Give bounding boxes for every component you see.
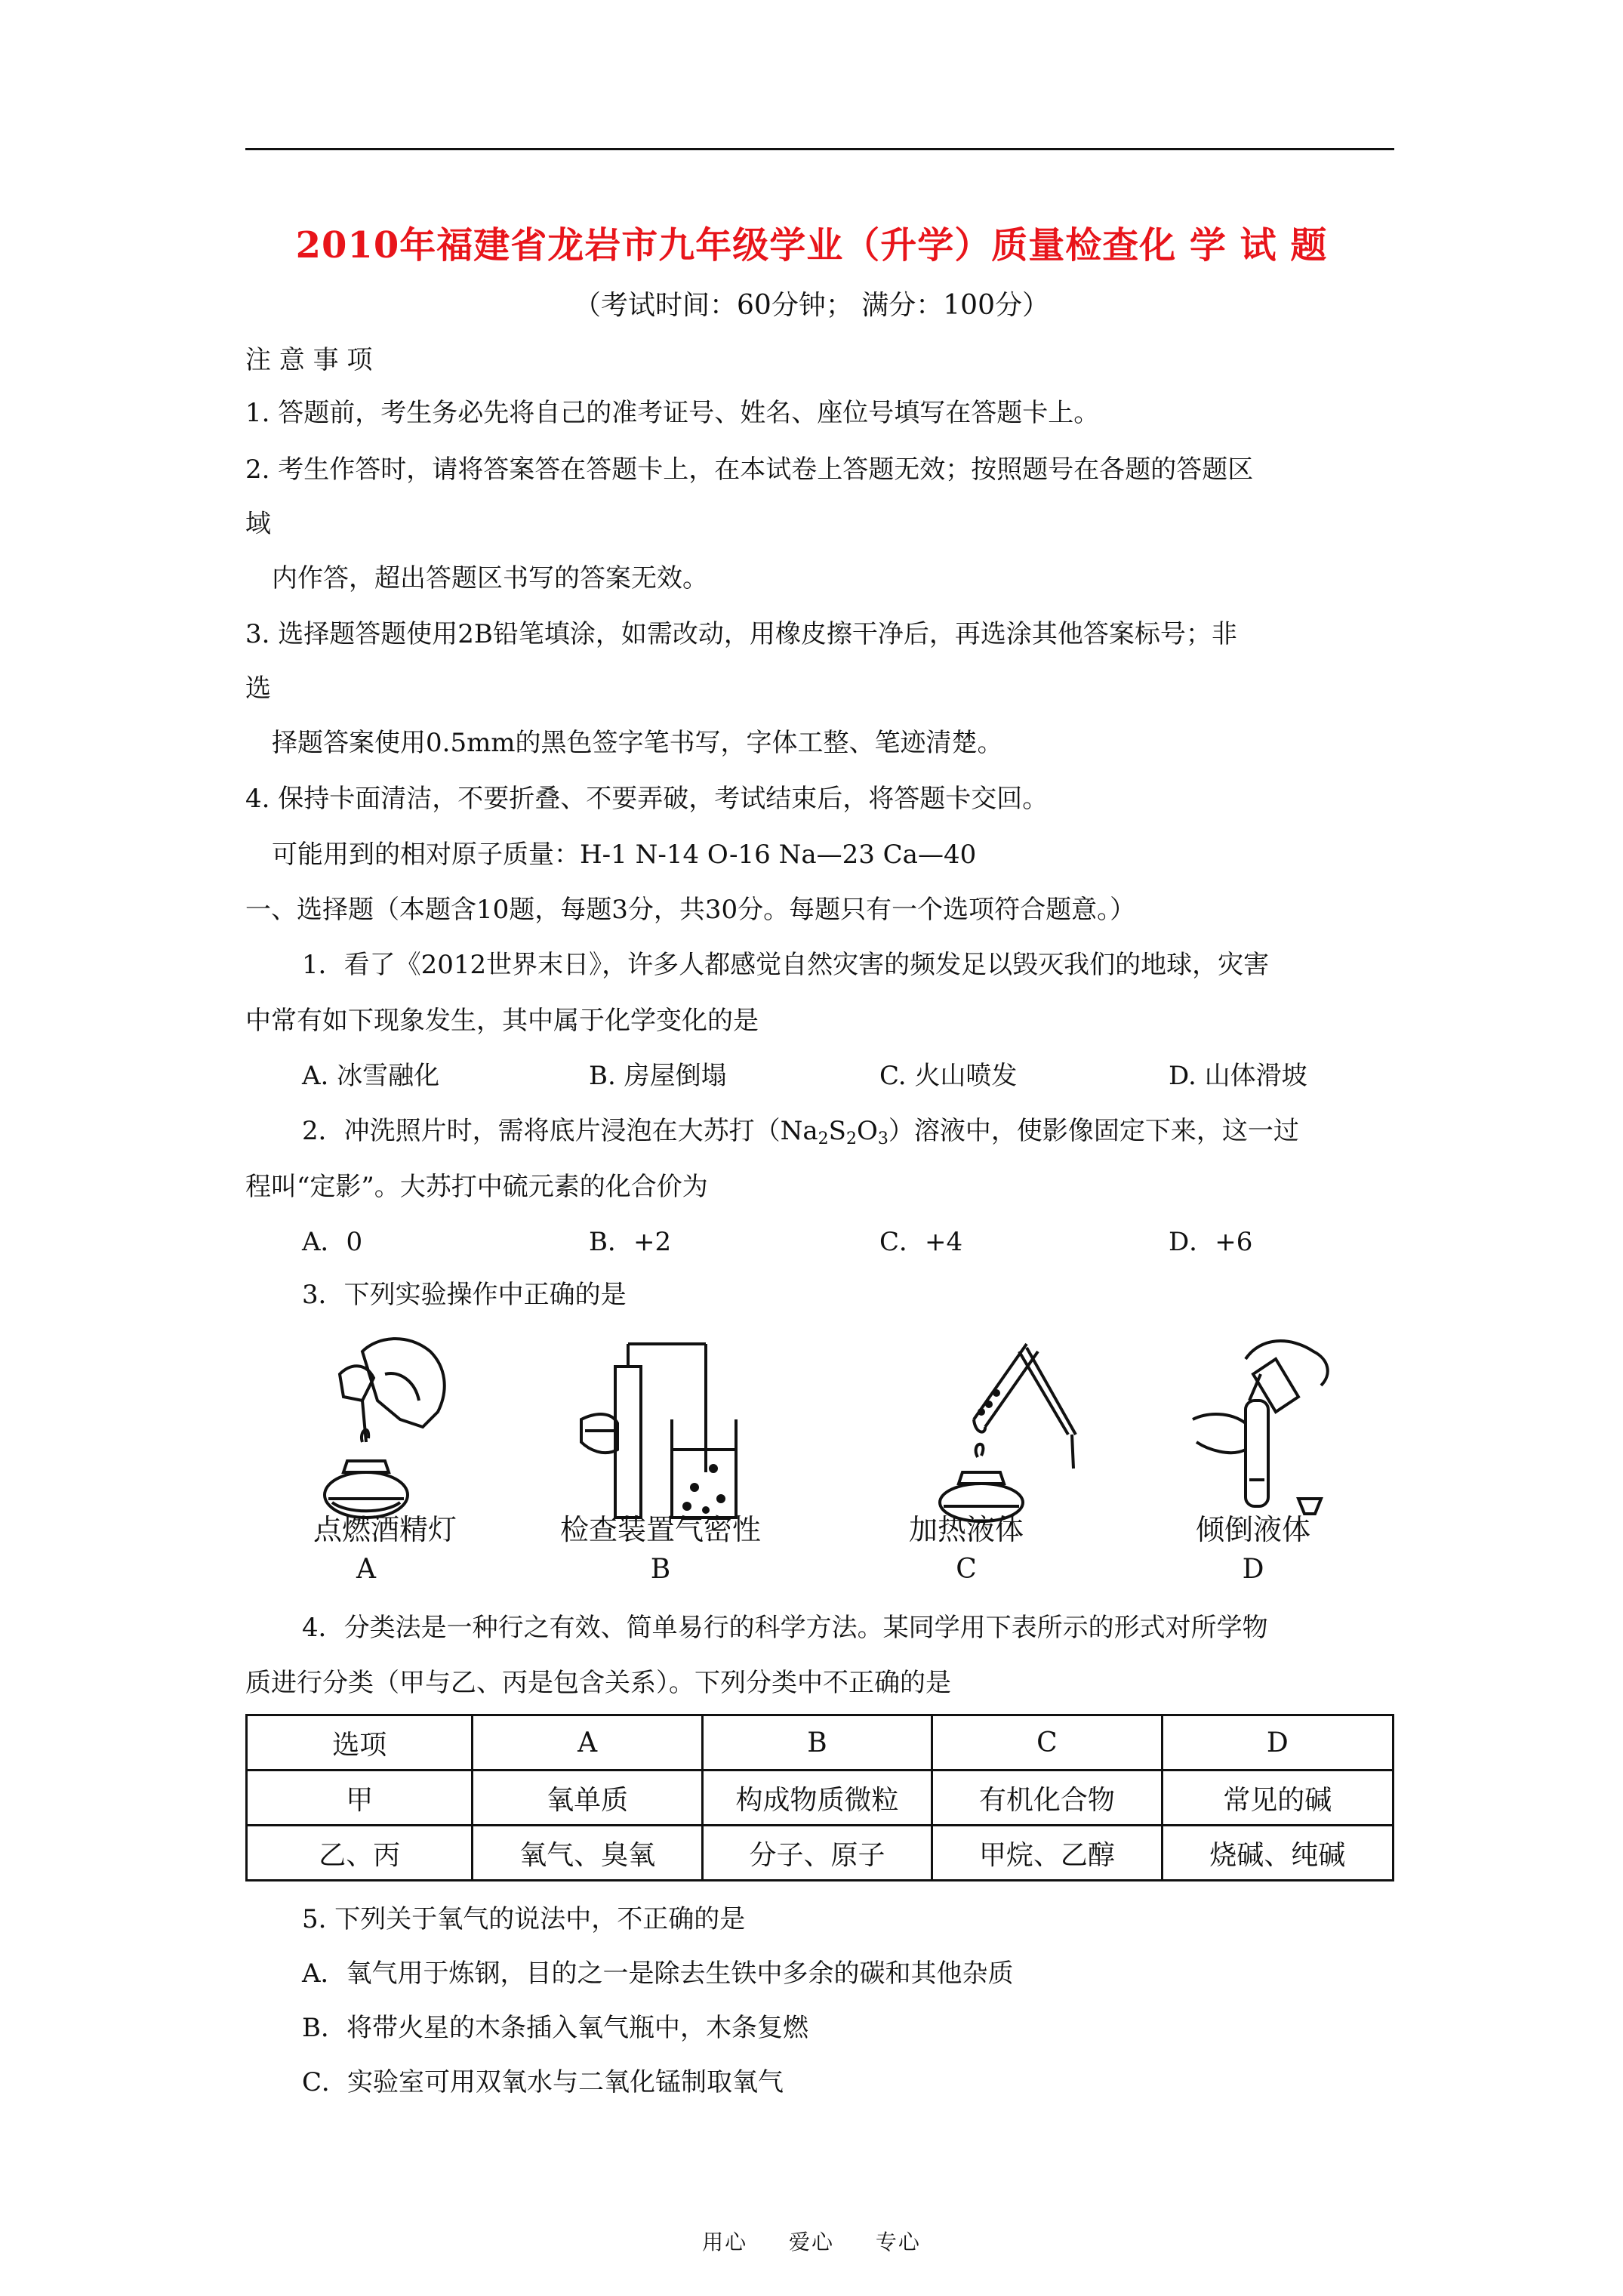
table-cell: 氧单质: [473, 1771, 702, 1826]
question-2-line: [302, 1114, 1299, 1148]
q2-option-c: C．+4: [879, 1227, 963, 1257]
notice-line: 4. 保持卡面清洁，不要折叠、不要弄破，考试结束后，将答题卡交回。: [245, 784, 1049, 814]
q2-option-a: A．0: [302, 1227, 363, 1257]
figure-a-alcohol-lamp: [317, 1329, 468, 1525]
table-cell: 乙、丙: [247, 1826, 473, 1881]
q5-option-b: B．将带火星的木条插入氧气瓶中，木条复燃: [302, 2013, 808, 2043]
table-cell: 甲烷、乙醇: [932, 1826, 1162, 1881]
figure-b-airtightness: [574, 1336, 740, 1525]
question-3-line: 3．下列实验操作中正确的是: [302, 1280, 627, 1310]
q1-option-b: B. 房屋倒塌: [589, 1061, 727, 1091]
table-cell: 氧气、臭氧: [473, 1826, 702, 1881]
question-1-line: 1．看了《2012世界末日》，许多人都感觉自然灾害的频发足以毁灭我们的地球，灾害: [302, 950, 1270, 980]
q2-element: O: [856, 1116, 878, 1146]
table-cell: D: [1162, 1715, 1393, 1771]
figure-a-caption: 点燃酒精灯: [313, 1513, 457, 1546]
table-cell: 常见的碱: [1162, 1771, 1393, 1826]
q2-sub: 3: [877, 1130, 888, 1148]
q5-option-a: A．氧气用于炼钢，目的之一是除去生铁中多余的碳和其他杂质: [302, 1959, 1014, 1989]
exam-title: 2010年福建省龙岩市九年级学业（升学）质量检查化 学 试 题: [295, 224, 1328, 267]
exam-subtitle: （考试时间：60分钟； 满分：100分）: [574, 290, 1049, 321]
notice-line: 1. 答题前，考生务必先将自己的准考证号、姓名、座位号填写在答题卡上。: [245, 398, 1100, 428]
table-cell: 甲: [247, 1771, 473, 1826]
page-footer: [0, 2226, 1623, 2256]
question-4-line: 4．分类法是一种行之有效、简单易行的科学方法。某同学用下表所示的形式对所学物: [302, 1613, 1268, 1643]
table-cell: 烧碱、纯碱: [1162, 1826, 1393, 1881]
table-row: [247, 1771, 1394, 1826]
notice-line: 域: [245, 509, 271, 539]
table-cell: 构成物质微粒: [702, 1771, 932, 1826]
question-2-line: 程叫“定影”。大苏打中硫元素的化合价为: [245, 1172, 708, 1202]
table-cell: 分子、原子: [702, 1826, 932, 1881]
figure-d-caption: 倾倒液体: [1195, 1513, 1310, 1546]
notice-heading: 注 意 事 项: [245, 345, 373, 375]
table-cell: C: [932, 1715, 1162, 1771]
figure-d-pouring-liquid: [1185, 1329, 1336, 1525]
figure-c-letter: C: [956, 1554, 977, 1585]
notice-line: 2. 考生作答时，请将答案答在答题卡上，在本试卷上答题无效；按照题号在各题的答题区: [245, 455, 1254, 485]
figure-a-letter: A: [356, 1554, 376, 1585]
figure-c-heating-liquid: [929, 1329, 1079, 1525]
q2-element: S: [828, 1116, 846, 1146]
section-heading: 一、选择题（本题含10题，每题3分，共30分。每题只有一个选项符合题意。）: [245, 895, 1136, 925]
atomic-mass-line: 可能用到的相对原子质量：H-1 N-14 O-16 Na—23 Ca—40: [272, 840, 977, 870]
q5-option-c: C．实验室可用双氧水与二氧化锰制取氧气: [302, 2067, 784, 2097]
q2-text-post: ）溶液中，使影像固定下来，这一过: [888, 1116, 1299, 1146]
q1-option-d: D. 山体滑坡: [1169, 1061, 1307, 1091]
table-cell: 有机化合物: [932, 1771, 1162, 1826]
classification-table: [245, 1714, 1394, 1881]
q2-option-d: D．+6: [1169, 1227, 1253, 1257]
q1-option-a: A. 冰雪融化: [302, 1061, 440, 1091]
table-cell: B: [702, 1715, 932, 1771]
footer-item: 专心: [875, 2230, 921, 2254]
figure-b-caption: 检查装置气密性: [559, 1513, 761, 1546]
question-4-line: 质进行分类（甲与乙、丙是包含关系）。下列分类中不正确的是: [245, 1668, 951, 1698]
header-rule: [245, 148, 1394, 150]
q2-sub: 2: [818, 1130, 829, 1148]
footer-item: 爱心: [788, 2230, 834, 2254]
figure-b-letter: B: [650, 1554, 671, 1585]
figure-d-letter: D: [1242, 1554, 1264, 1585]
notice-line: 择题答案使用0.5mm的黑色签字笔书写，字体工整、笔迹清楚。: [272, 728, 1003, 758]
notice-line: 选: [245, 673, 271, 704]
footer-item: 用心: [702, 2230, 748, 2254]
question-5-line: 5. 下列关于氧气的说法中，不正确的是: [302, 1904, 746, 1934]
question-1-line: 中常有如下现象发生，其中属于化学变化的是: [245, 1006, 759, 1036]
q1-option-c: C. 火山喷发: [879, 1061, 1018, 1091]
q2-sub: 2: [845, 1130, 857, 1148]
figure-c-caption: 加热液体: [908, 1513, 1024, 1546]
table-cell: A: [473, 1715, 702, 1771]
table-row: [247, 1715, 1394, 1771]
q2-option-b: B．+2: [589, 1227, 672, 1257]
notice-line: 3. 选择题答题使用2B铅笔填涂，如需改动，用橡皮擦干净后，再选涂其他答案标号；非: [245, 619, 1237, 649]
notice-line: 内作答，超出答题区书写的答案无效。: [272, 563, 708, 593]
q2-text-pre: 2．冲洗照片时，需将底片浸泡在大苏打（Na: [302, 1116, 818, 1146]
table-row: [247, 1826, 1394, 1881]
table-cell: 选项: [247, 1715, 473, 1771]
